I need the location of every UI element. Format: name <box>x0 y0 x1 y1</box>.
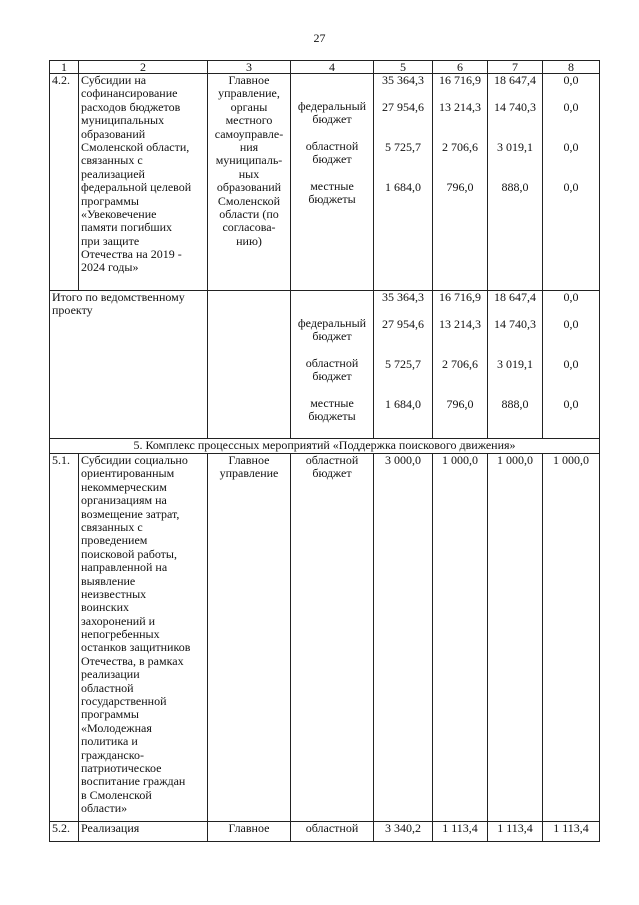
column-number: 7 <box>488 61 543 74</box>
column-number-row <box>50 61 600 74</box>
executor: Главное управление, органы местного самоуправле- ния муниципаль- ных образований Смоленской области (по согласова- нию) <box>208 74 291 291</box>
section-heading-row <box>50 439 600 454</box>
row-number: 4.2. <box>50 74 79 291</box>
value-column-5: 3 340,2 <box>374 822 433 842</box>
column-number: 2 <box>79 61 208 74</box>
total-row <box>50 291 600 439</box>
funding-source: областной <box>291 822 374 842</box>
value-column-6: 16 716,9 13 214,3 2 706,6 796,0 <box>433 291 488 439</box>
value-column-5: 35 364,3 27 954,6 5 725,7 1 684,0 <box>374 74 433 291</box>
value-column-6: 16 716,9 13 214,3 2 706,6 796,0 <box>433 74 488 291</box>
value-column-7: 1 113,4 <box>488 822 543 842</box>
measure-name: Реализация <box>79 822 208 842</box>
funding-source: областной бюджет <box>291 454 374 822</box>
table-row-4-2 <box>50 74 600 291</box>
value-column-8: 0,0 0,0 0,0 0,0 <box>543 291 600 439</box>
total-label: Итого по ведомственному проекту <box>50 291 208 439</box>
measure-name: Субсидии на софинансирование расходов бюджетов муниципальных образований Смоленской области, связанных с реализацией федеральной целевой программы «Увековечение памяти погибших при защите Отечества на 2019 - 2024 годы» <box>79 74 208 291</box>
executor: Главное управление <box>208 454 291 822</box>
value-column-8: 1 113,4 <box>543 822 600 842</box>
column-number: 8 <box>543 61 600 74</box>
measure-name: Субсидии социально ориентированным некоммерческим организациям на возмещение затрат, связанных с проведением поисковой работы, направленной на выявление неизвестных воинских захоронений и непогребенных останков защитников Отечества, в рамках реализации областной государственной программы «Молодежная политика и гражданско- патриотическое воспитание граждан в Смоленской области» <box>79 454 208 822</box>
value-column-6: 1 000,0 <box>433 454 488 822</box>
empty-cell <box>208 291 291 439</box>
value-column-5: 3 000,0 <box>374 454 433 822</box>
funding-sources: федеральный бюджет областной бюджет местные бюджеты <box>291 74 374 291</box>
column-number: 5 <box>374 61 433 74</box>
column-number: 4 <box>291 61 374 74</box>
funding-sources: федеральный бюджет областной бюджет местные бюджеты <box>291 291 374 439</box>
value-column-6: 1 113,4 <box>433 822 488 842</box>
table-row-5-2 <box>50 822 600 842</box>
table-row-5-1 <box>50 454 600 822</box>
row-number: 5.1. <box>50 454 79 822</box>
column-number: 1 <box>50 61 79 74</box>
value-column-7: 18 647,4 14 740,3 3 019,1 888,0 <box>488 291 543 439</box>
row-number: 5.2. <box>50 822 79 842</box>
budget-table <box>49 60 600 842</box>
value-column-5: 35 364,3 27 954,6 5 725,7 1 684,0 <box>374 291 433 439</box>
section-title: 5. Комплекс процессных мероприятий «Поддержка поискового движения» <box>50 439 600 454</box>
value-column-8: 1 000,0 <box>543 454 600 822</box>
column-number: 6 <box>433 61 488 74</box>
value-column-7: 1 000,0 <box>488 454 543 822</box>
executor: Главное <box>208 822 291 842</box>
value-column-7: 18 647,4 14 740,3 3 019,1 888,0 <box>488 74 543 291</box>
column-number: 3 <box>208 61 291 74</box>
value-column-8: 0,0 0,0 0,0 0,0 <box>543 74 600 291</box>
page-number: 27 <box>313 31 326 45</box>
